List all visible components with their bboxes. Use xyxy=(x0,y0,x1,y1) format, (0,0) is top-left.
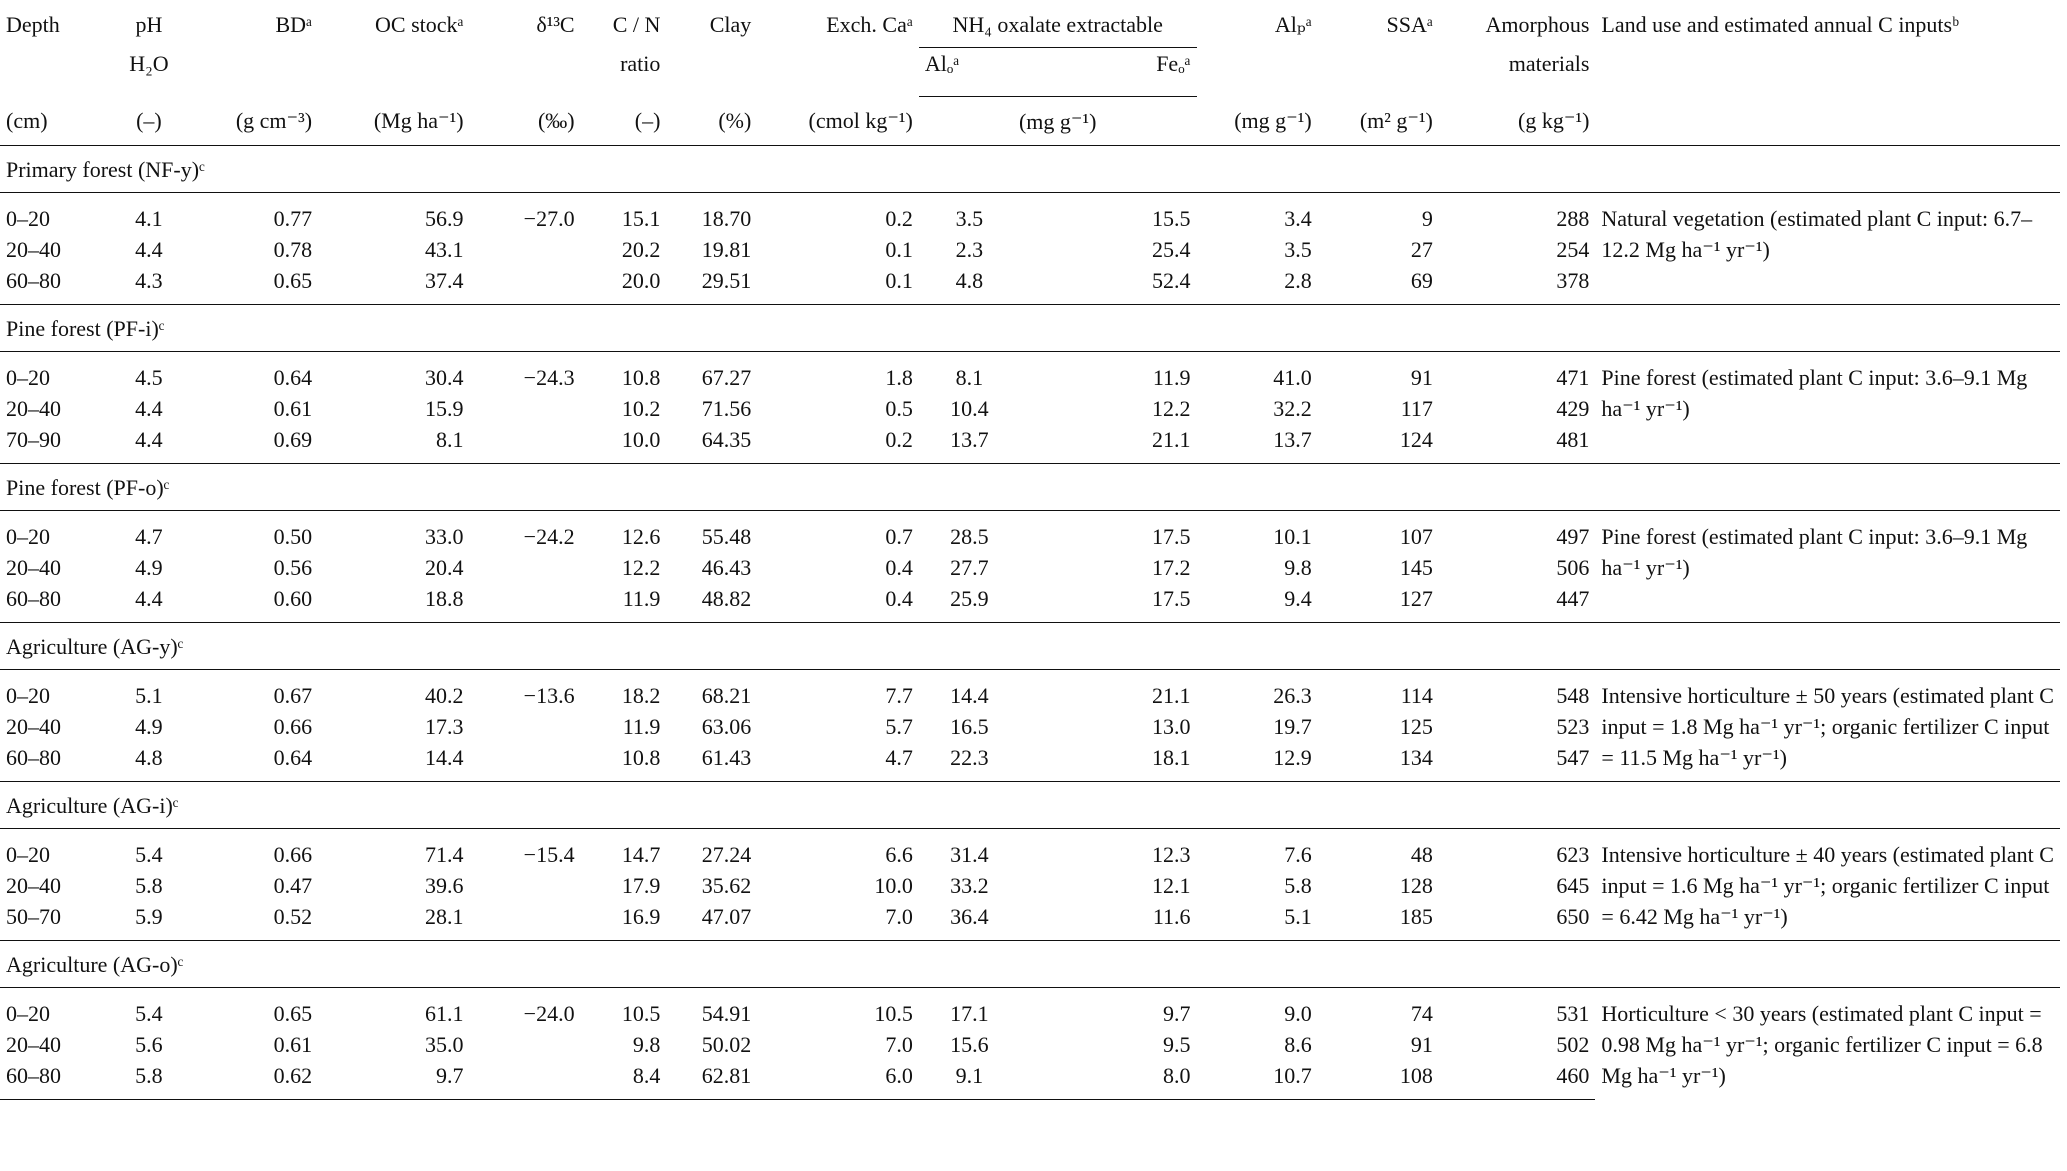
cell-feo: 15.5 xyxy=(1152,206,1191,231)
cell-feo: 9.5 xyxy=(1163,1032,1191,1057)
cell-cn: 11.9 xyxy=(622,714,661,739)
table-row xyxy=(0,511,2060,553)
cell-exch-ca: 0.7 xyxy=(885,524,913,549)
cell-ssa: 117 xyxy=(1400,396,1433,421)
cell-exch-ca: 1.8 xyxy=(885,365,913,390)
cell-cn: 18.2 xyxy=(621,683,661,708)
group-title: Agriculture (AG-y)ᶜ xyxy=(0,623,2060,670)
unit-depth: (cm) xyxy=(0,97,111,146)
cell-alp: 3.5 xyxy=(1284,237,1312,262)
cell-alo: 16.5 xyxy=(950,714,989,739)
cell-bd: 0.61 xyxy=(273,396,313,421)
cell-alp: 10.7 xyxy=(1197,1060,1318,1100)
group-header-row xyxy=(0,146,2060,193)
unit-ssa: (m² g⁻¹) xyxy=(1318,97,1439,146)
table-row xyxy=(0,670,2060,712)
cell-feo: 17.5 xyxy=(1152,524,1191,549)
cell-cn: 10.2 xyxy=(621,396,661,421)
cell-clay: 54.91 xyxy=(701,1001,752,1026)
cell-oc-stock: 33.0 xyxy=(425,524,464,549)
header-cn-sub: ratio xyxy=(620,50,661,76)
cell-d13c xyxy=(470,901,581,941)
cell-bd: 0.62 xyxy=(187,1060,318,1100)
cell-ssa: 48 xyxy=(1410,842,1433,867)
cell-exch-ca: 0.2 xyxy=(885,427,913,452)
land-use-description: Pine forest (estimated plant C input: 3.6–9.1 Mg ha⁻¹ yr⁻¹) xyxy=(1601,365,2028,421)
cell-d13c xyxy=(470,552,581,583)
land-use-description: Natural vegetation (estimated plant C input: 6.7–12.2 Mg ha⁻¹ yr⁻¹) xyxy=(1601,206,2033,262)
cell-feo: 17.5 xyxy=(1152,586,1191,611)
cell-clay: 35.62 xyxy=(701,873,752,898)
header-alp: Alₚᵃ xyxy=(1274,12,1312,37)
cell-feo: 12.1 xyxy=(1152,873,1191,898)
cell-alo: 15.6 xyxy=(950,1032,989,1057)
table-row xyxy=(0,193,2060,235)
cell-feo: 18.1 xyxy=(1152,745,1191,770)
header-amorphous: Amorphous xyxy=(1485,12,1590,37)
cell-ssa: 91 xyxy=(1410,365,1433,390)
header-clay: Clay xyxy=(709,12,752,37)
cell-ph: 4.4 xyxy=(135,237,163,262)
cell-alo: 22.3 xyxy=(950,745,989,770)
cell-cn: 16.9 xyxy=(621,904,661,929)
cell-bd: 0.67 xyxy=(273,683,313,708)
table-row xyxy=(0,352,2060,394)
cell-oc-stock: 37.4 xyxy=(425,268,464,293)
cell-exch-ca: 10.5 xyxy=(874,1001,913,1026)
cell-clay: 55.48 xyxy=(701,524,752,549)
cell-exch-ca: 10.0 xyxy=(874,873,913,898)
cell-feo: 8.0 xyxy=(1020,1060,1197,1100)
cell-oc-stock: 35.0 xyxy=(425,1032,464,1057)
cell-bd: 0.65 xyxy=(273,1001,313,1026)
cell-depth: 60–80 xyxy=(6,268,61,293)
cell-alp: 10.1 xyxy=(1273,524,1312,549)
unit-amorphous: (g kg⁻¹) xyxy=(1439,97,1596,146)
cell-d13c xyxy=(470,583,581,623)
cell-bd: 0.64 xyxy=(273,745,313,770)
cell-ph: 4.4 xyxy=(135,586,163,611)
cell-depth: 50–70 xyxy=(6,904,61,929)
cell-alo: 28.5 xyxy=(950,524,989,549)
cell-bd: 0.78 xyxy=(273,237,313,262)
unit-cn: (–) xyxy=(581,97,667,146)
cell-bd: 0.56 xyxy=(273,555,313,580)
group-header-row xyxy=(0,623,2060,670)
cell-exch-ca: 5.7 xyxy=(885,714,913,739)
cell-feo: 13.0 xyxy=(1152,714,1191,739)
unit-d13c: (‰) xyxy=(470,97,581,146)
cell-ssa: 91 xyxy=(1410,1032,1433,1057)
cell-cn: 9.8 xyxy=(632,1032,661,1057)
cell-oc-stock: 9.7 xyxy=(318,1060,469,1100)
cell-amorphous: 650 xyxy=(1556,904,1590,929)
cell-ph: 5.8 xyxy=(135,873,163,898)
cell-clay: 50.02 xyxy=(701,1032,752,1057)
unit-ph: (–) xyxy=(111,97,187,146)
cell-d13c xyxy=(470,1029,581,1060)
cell-amorphous: 254 xyxy=(1556,237,1590,262)
cell-ssa: 127 xyxy=(1399,586,1433,611)
cell-alo: 14.4 xyxy=(950,683,989,708)
group-header-row xyxy=(0,464,2060,511)
cell-ssa: 107 xyxy=(1399,524,1433,549)
cell-clay: 62.81 xyxy=(666,1060,757,1100)
cell-depth: 0–20 xyxy=(6,365,50,390)
cell-oc-stock: 40.2 xyxy=(425,683,464,708)
cell-exch-ca: 0.1 xyxy=(885,268,913,293)
cell-depth: 20–40 xyxy=(6,396,61,421)
cell-d13c: −13.6 xyxy=(523,683,575,708)
cell-depth: 20–40 xyxy=(6,1032,61,1057)
cell-ph: 4.9 xyxy=(135,714,163,739)
land-use-description: Intensive horticulture ± 50 years (estimated plant C input = 1.8 Mg ha⁻¹ yr⁻¹; organic fertilizer C input = 11.5 Mg ha⁻¹ yr⁻¹) xyxy=(1601,683,2054,770)
cell-ph: 4.3 xyxy=(135,268,163,293)
cell-clay: 27.24 xyxy=(701,842,752,867)
cell-clay: 19.81 xyxy=(701,237,752,262)
cell-depth: 0–20 xyxy=(6,1001,50,1026)
cell-ssa: 145 xyxy=(1399,555,1433,580)
cell-cn: 20.2 xyxy=(621,237,661,262)
cell-ph: 5.6 xyxy=(135,1032,163,1057)
cell-alp: 41.0 xyxy=(1273,365,1312,390)
cell-d13c xyxy=(470,1060,581,1100)
cell-d13c: −27.0 xyxy=(523,206,575,231)
cell-depth: 20–40 xyxy=(6,237,61,262)
cell-feo: 17.2 xyxy=(1152,555,1191,580)
cell-oc-stock: 28.1 xyxy=(425,904,464,929)
cell-feo: 52.4 xyxy=(1152,268,1191,293)
cell-exch-ca: 7.7 xyxy=(885,683,913,708)
cell-d13c: −24.3 xyxy=(523,365,575,390)
cell-cn: 10.8 xyxy=(621,365,661,390)
group-header-row xyxy=(0,305,2060,352)
cell-oc-stock: 17.3 xyxy=(425,714,464,739)
cell-depth: 70–90 xyxy=(6,427,61,452)
cell-depth: 60–80 xyxy=(6,745,61,770)
cell-amorphous: 447 xyxy=(1556,586,1590,611)
cell-ssa: 9 xyxy=(1421,206,1433,231)
cell-alo: 25.9 xyxy=(950,586,989,611)
land-use-description: Pine forest (estimated plant C input: 3.6–9.1 Mg ha⁻¹ yr⁻¹) xyxy=(1601,524,2028,580)
cell-exch-ca: 0.4 xyxy=(885,586,913,611)
cell-oc-stock: 18.8 xyxy=(425,586,464,611)
table-row xyxy=(0,829,2060,871)
cell-cn: 10.0 xyxy=(621,427,661,452)
cell-feo: 11.6 xyxy=(1152,904,1191,929)
cell-alp: 32.2 xyxy=(1273,396,1312,421)
cell-ssa: 128 xyxy=(1399,873,1433,898)
cell-ph: 4.1 xyxy=(135,206,163,231)
cell-amorphous: 645 xyxy=(1556,873,1590,898)
cell-alo: 9.1 xyxy=(919,1060,1020,1100)
cell-ph: 5.9 xyxy=(135,904,163,929)
cell-d13c xyxy=(470,265,581,305)
cell-amorphous: 429 xyxy=(1556,396,1590,421)
cell-oc-stock: 20.4 xyxy=(425,555,464,580)
cell-ph: 4.4 xyxy=(135,396,163,421)
cell-exch-ca: 6.6 xyxy=(885,842,913,867)
cell-ssa: 124 xyxy=(1399,427,1433,452)
header-cn: C / N xyxy=(612,12,661,37)
cell-feo: 25.4 xyxy=(1152,237,1191,262)
cell-amorphous: 460 xyxy=(1439,1060,1596,1100)
cell-ph: 5.4 xyxy=(135,1001,163,1026)
cell-ph: 4.8 xyxy=(135,745,163,770)
cell-ph: 4.9 xyxy=(135,555,163,580)
cell-ph: 5.8 xyxy=(111,1060,187,1100)
cell-ph: 4.5 xyxy=(135,365,163,390)
cell-amorphous: 378 xyxy=(1556,268,1590,293)
cell-cn: 12.6 xyxy=(621,524,661,549)
group-title: Agriculture (AG-o)ᶜ xyxy=(0,941,2060,988)
cell-alo: 17.1 xyxy=(950,1001,989,1026)
group-header-row xyxy=(0,782,2060,829)
cell-amorphous: 471 xyxy=(1556,365,1590,390)
cell-bd: 0.61 xyxy=(273,1032,313,1057)
cell-d13c: −24.2 xyxy=(523,524,575,549)
cell-feo: 21.1 xyxy=(1152,683,1191,708)
cell-oc-stock: 39.6 xyxy=(425,873,464,898)
cell-ssa: 125 xyxy=(1399,714,1433,739)
cell-ssa: 108 xyxy=(1318,1060,1439,1100)
group-title: Primary forest (NF-y)ᶜ xyxy=(0,146,2060,193)
cell-alp: 7.6 xyxy=(1284,842,1312,867)
cell-ssa: 69 xyxy=(1410,268,1433,293)
header-amorphous-sub: materials xyxy=(1508,50,1590,76)
table-row xyxy=(0,988,2060,1030)
cell-clay: 48.82 xyxy=(701,586,752,611)
header-ph: pH xyxy=(135,12,163,37)
cell-alo: 8.1 xyxy=(955,365,984,390)
cell-alp: 12.9 xyxy=(1273,745,1312,770)
cell-cn: 11.9 xyxy=(622,586,661,611)
cell-clay: 46.43 xyxy=(701,555,752,580)
cell-ssa: 185 xyxy=(1399,904,1433,929)
header-nh4-oxalate: NH₄ oxalate extractable xyxy=(919,0,1197,48)
cell-ssa: 114 xyxy=(1400,683,1433,708)
header-feo: Feₒᵃ xyxy=(1020,48,1197,97)
cell-bd: 0.66 xyxy=(273,714,313,739)
cell-oc-stock: 8.1 xyxy=(436,427,464,452)
cell-d13c: −15.4 xyxy=(523,842,575,867)
cell-bd: 0.64 xyxy=(273,365,313,390)
cell-cn: 17.9 xyxy=(621,873,661,898)
cell-exch-ca: 0.4 xyxy=(885,555,913,580)
cell-cn: 12.2 xyxy=(621,555,661,580)
header-oc-stock: OC stockᵃ xyxy=(375,12,464,37)
cell-oc-stock: 30.4 xyxy=(425,365,464,390)
cell-d13c xyxy=(470,870,581,901)
cell-amorphous: 523 xyxy=(1556,714,1590,739)
cell-depth: 60–80 xyxy=(6,586,61,611)
cell-d13c xyxy=(470,742,581,782)
cell-d13c xyxy=(470,424,581,464)
cell-depth: 20–40 xyxy=(6,873,61,898)
cell-ph: 4.7 xyxy=(135,524,163,549)
unit-oc-stock: (Mg ha⁻¹) xyxy=(318,97,469,146)
cell-d13c: −24.0 xyxy=(523,1001,575,1026)
cell-alp: 9.8 xyxy=(1284,555,1312,580)
cell-alo: 10.4 xyxy=(950,396,989,421)
cell-cn: 20.0 xyxy=(621,268,661,293)
cell-clay: 18.70 xyxy=(701,206,752,231)
cell-ssa: 74 xyxy=(1410,1001,1433,1026)
land-use-description: Horticulture < 30 years (estimated plant C input = 0.98 Mg ha⁻¹ yr⁻¹; organic fertilizer C input = 6.8 Mg ha⁻¹ yr⁻¹) xyxy=(1601,1001,2043,1088)
cell-depth: 0–20 xyxy=(6,206,50,231)
cell-amorphous: 497 xyxy=(1556,524,1590,549)
cell-exch-ca: 0.2 xyxy=(885,206,913,231)
unit-bd: (g cm⁻³) xyxy=(187,97,318,146)
cell-cn: 15.1 xyxy=(621,206,661,231)
cell-oc-stock: 71.4 xyxy=(425,842,464,867)
cell-alp: 26.3 xyxy=(1273,683,1312,708)
cell-alp: 9.4 xyxy=(1284,586,1312,611)
cell-feo: 21.1 xyxy=(1152,427,1191,452)
unit-alp: (mg g⁻¹) xyxy=(1197,97,1318,146)
cell-alp: 5.8 xyxy=(1284,873,1312,898)
land-use-description: Intensive horticulture ± 40 years (estimated plant C input = 1.6 Mg ha⁻¹ yr⁻¹; organic fertilizer C input = 6.42 Mg ha⁻¹ yr⁻¹) xyxy=(1601,842,2054,929)
cell-bd: 0.69 xyxy=(273,427,313,452)
cell-amorphous: 481 xyxy=(1556,427,1590,452)
header-land-use: Land use and estimated annual C inputsᵇ xyxy=(1601,12,1959,37)
cell-amorphous: 547 xyxy=(1556,745,1590,770)
cell-clay: 61.43 xyxy=(701,745,752,770)
cell-depth: 20–40 xyxy=(6,555,61,580)
cell-clay: 67.27 xyxy=(701,365,752,390)
cell-clay: 68.21 xyxy=(701,683,752,708)
unit-nh4-oxalate: (mg g⁻¹) xyxy=(919,97,1197,146)
cell-depth: 60–80 xyxy=(0,1060,111,1100)
cell-alo: 4.8 xyxy=(955,268,984,293)
cell-clay: 71.56 xyxy=(701,396,752,421)
cell-exch-ca: 6.0 xyxy=(757,1060,919,1100)
cell-alp: 13.7 xyxy=(1273,427,1312,452)
cell-exch-ca: 7.0 xyxy=(885,1032,913,1057)
cell-depth: 0–20 xyxy=(6,683,50,708)
cell-exch-ca: 0.1 xyxy=(885,237,913,262)
cell-amorphous: 506 xyxy=(1556,555,1590,580)
group-title: Agriculture (AG-i)ᶜ xyxy=(0,782,2060,829)
cell-ph: 5.4 xyxy=(135,842,163,867)
cell-alp: 19.7 xyxy=(1273,714,1312,739)
cell-alo: 13.7 xyxy=(950,427,989,452)
header-bd: BDᵃ xyxy=(275,12,313,37)
cell-amorphous: 288 xyxy=(1556,206,1590,231)
cell-alp: 3.4 xyxy=(1284,206,1312,231)
group-title: Pine forest (PF-i)ᶜ xyxy=(0,305,2060,352)
cell-ssa: 27 xyxy=(1410,237,1433,262)
cell-bd: 0.66 xyxy=(273,842,313,867)
cell-cn: 10.5 xyxy=(621,1001,661,1026)
cell-ssa: 134 xyxy=(1399,745,1433,770)
cell-bd: 0.77 xyxy=(273,206,313,231)
cell-alo: 36.4 xyxy=(950,904,989,929)
header-ph-sub: H₂O xyxy=(129,50,169,76)
cell-exch-ca: 4.7 xyxy=(885,745,913,770)
cell-alo: 27.7 xyxy=(950,555,989,580)
header-depth: Depth xyxy=(6,12,60,37)
cell-clay: 64.35 xyxy=(701,427,752,452)
cell-amorphous: 548 xyxy=(1556,683,1590,708)
cell-bd: 0.50 xyxy=(273,524,313,549)
cell-d13c xyxy=(470,393,581,424)
cell-feo: 11.9 xyxy=(1152,365,1191,390)
cell-ph: 4.4 xyxy=(135,427,163,452)
cell-alp: 5.1 xyxy=(1284,904,1312,929)
cell-alp: 8.6 xyxy=(1284,1032,1312,1057)
cell-oc-stock: 14.4 xyxy=(425,745,464,770)
group-header-row xyxy=(0,941,2060,988)
cell-amorphous: 531 xyxy=(1556,1001,1590,1026)
cell-ph: 5.1 xyxy=(135,683,163,708)
cell-cn: 10.8 xyxy=(621,745,661,770)
header-d13c: δ¹³C xyxy=(536,12,575,37)
header-exch-ca: Exch. Caᵃ xyxy=(826,12,913,37)
cell-oc-stock: 56.9 xyxy=(425,206,464,231)
cell-depth: 20–40 xyxy=(6,714,61,739)
cell-exch-ca: 7.0 xyxy=(885,904,913,929)
cell-alo: 33.2 xyxy=(950,873,989,898)
header-alo: Alₒᵃ xyxy=(919,48,1020,97)
cell-clay: 63.06 xyxy=(701,714,752,739)
cell-alo: 31.4 xyxy=(950,842,989,867)
cell-amorphous: 502 xyxy=(1556,1032,1590,1057)
cell-feo: 12.3 xyxy=(1152,842,1191,867)
cell-alp: 2.8 xyxy=(1284,268,1312,293)
group-title: Pine forest (PF-o)ᶜ xyxy=(0,464,2060,511)
cell-d13c xyxy=(470,711,581,742)
cell-oc-stock: 61.1 xyxy=(425,1001,464,1026)
cell-bd: 0.47 xyxy=(273,873,313,898)
cell-amorphous: 623 xyxy=(1556,842,1590,867)
cell-cn: 8.4 xyxy=(581,1060,667,1100)
cell-alo: 2.3 xyxy=(955,237,984,262)
cell-alo: 3.5 xyxy=(955,206,984,231)
cell-cn: 14.7 xyxy=(621,842,661,867)
table-body xyxy=(0,146,2060,1100)
header-ssa: SSAᵃ xyxy=(1386,12,1433,37)
cell-feo: 9.7 xyxy=(1163,1001,1191,1026)
cell-bd: 0.60 xyxy=(273,586,313,611)
cell-clay: 47.07 xyxy=(701,904,752,929)
cell-feo: 12.2 xyxy=(1152,396,1191,421)
cell-alp: 9.0 xyxy=(1284,1001,1312,1026)
cell-oc-stock: 43.1 xyxy=(425,237,464,262)
unit-clay: (%) xyxy=(666,97,757,146)
cell-depth: 0–20 xyxy=(6,524,50,549)
cell-bd: 0.52 xyxy=(273,904,313,929)
cell-exch-ca: 0.5 xyxy=(885,396,913,421)
cell-clay: 29.51 xyxy=(701,268,752,293)
cell-depth: 0–20 xyxy=(6,842,50,867)
cell-bd: 0.65 xyxy=(273,268,313,293)
unit-exch-ca: (cmol kg⁻¹) xyxy=(757,97,919,146)
cell-d13c xyxy=(470,234,581,265)
cell-oc-stock: 15.9 xyxy=(425,396,464,421)
